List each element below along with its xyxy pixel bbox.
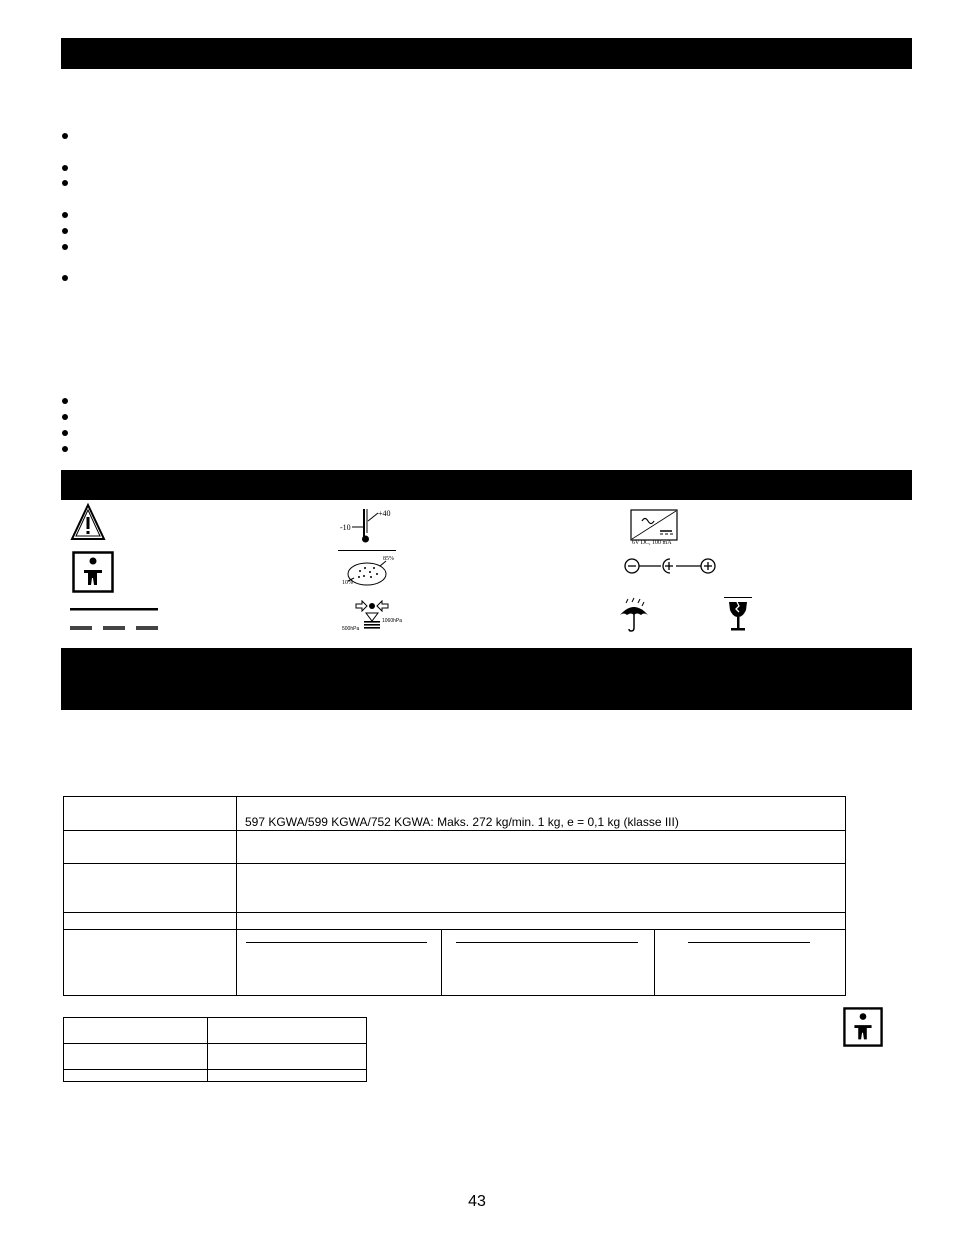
table-row-label-cell bbox=[64, 864, 237, 913]
type-bf-applied-part-icon bbox=[72, 551, 114, 593]
fragile-glass-icon bbox=[722, 596, 754, 634]
table-value-cell bbox=[442, 930, 655, 996]
atmospheric-pressure-icon bbox=[342, 596, 406, 634]
small-table bbox=[63, 1017, 367, 1082]
symbol-separator-line bbox=[338, 550, 396, 551]
temperature-limit-icon bbox=[338, 505, 400, 545]
polarity-icon bbox=[622, 556, 718, 576]
adapter-rating-label: 6V DC, 100 mA bbox=[632, 540, 672, 546]
direct-current-icon bbox=[68, 606, 160, 634]
table-cell bbox=[64, 1044, 208, 1070]
section-header-bar-3 bbox=[61, 648, 912, 710]
list-item-bullet bbox=[62, 414, 68, 420]
pressure-low-label: 500hPa bbox=[342, 626, 360, 632]
table-cell bbox=[208, 1044, 367, 1070]
underline bbox=[688, 942, 810, 943]
humidity-low-label: 10% bbox=[342, 580, 353, 586]
temperature-max-label: +40 bbox=[378, 509, 391, 518]
list-item-bullet bbox=[62, 133, 68, 139]
section-header-bar-2 bbox=[61, 470, 912, 500]
list-item-bullet bbox=[62, 275, 68, 281]
humidity-limit-icon bbox=[340, 556, 398, 592]
list-item-bullet bbox=[62, 228, 68, 234]
pressure-high-label: 1060hPa bbox=[382, 618, 403, 624]
table-cell bbox=[208, 1018, 367, 1044]
table-value-cell bbox=[237, 930, 442, 996]
power-adapter-icon bbox=[630, 509, 678, 549]
page-number: 43 bbox=[468, 1193, 486, 1210]
section-header-bar-1 bbox=[61, 38, 912, 69]
table-value-cell bbox=[655, 930, 846, 996]
table-value-cell bbox=[237, 913, 846, 930]
humidity-high-label: 85% bbox=[383, 556, 394, 562]
table-row-label-cell bbox=[64, 797, 237, 831]
list-item-bullet bbox=[62, 165, 68, 171]
temperature-min-label: -10 bbox=[340, 523, 351, 532]
table-row-label-cell bbox=[64, 913, 237, 930]
capacity-text: 597 KGWA/599 KGWA/752 KGWA: Maks. 272 kg/min. 1 kg, e = 0,1 kg (klasse III) bbox=[245, 815, 679, 829]
table-value-cell bbox=[237, 797, 846, 831]
keep-dry-umbrella-icon bbox=[618, 597, 650, 633]
table-cell bbox=[208, 1070, 367, 1082]
table-value-cell bbox=[237, 864, 846, 913]
type-bf-applied-part-icon bbox=[843, 1007, 883, 1047]
table-cell bbox=[64, 1018, 208, 1044]
list-item-bullet bbox=[62, 446, 68, 452]
underline bbox=[456, 942, 638, 943]
table-row-label-cell bbox=[64, 831, 237, 864]
list-item-bullet bbox=[62, 244, 68, 250]
table-row-label-cell bbox=[64, 930, 237, 996]
warning-triangle-icon bbox=[70, 503, 106, 541]
list-item-bullet bbox=[62, 430, 68, 436]
underline bbox=[246, 942, 427, 943]
list-item-bullet bbox=[62, 398, 68, 404]
specifications-table bbox=[63, 796, 846, 996]
list-item-bullet bbox=[62, 212, 68, 218]
table-cell bbox=[64, 1070, 208, 1082]
table-value-cell bbox=[237, 831, 846, 864]
list-item-bullet bbox=[62, 180, 68, 186]
